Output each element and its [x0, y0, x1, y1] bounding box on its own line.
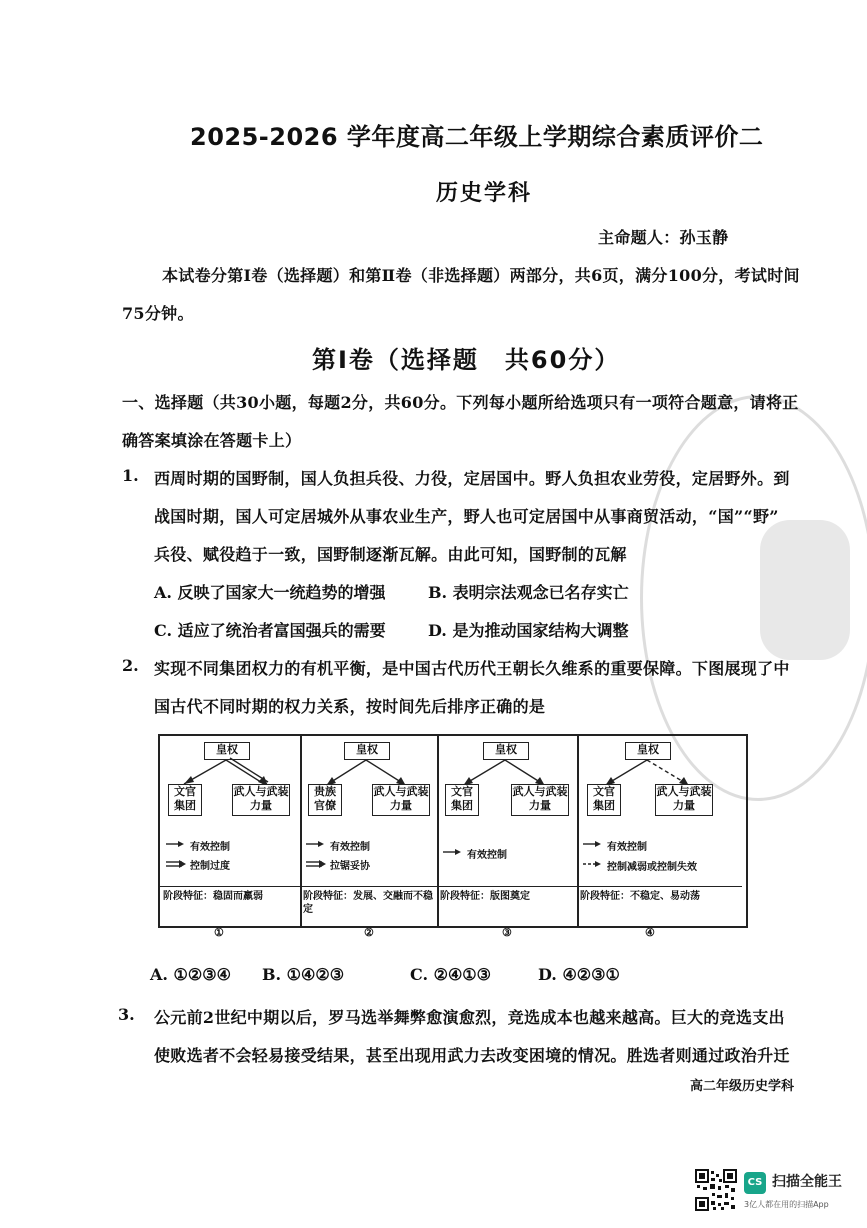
military-box: 武人与武装力量: [372, 784, 430, 816]
panel-number: ②: [364, 926, 374, 939]
left-group-box: 文官集团: [445, 784, 479, 816]
question-number: 1.: [122, 466, 139, 485]
question-number: 3.: [118, 1005, 135, 1024]
exam-title: 2025-2026 学年度高二年级上学期综合素质评价二: [190, 123, 764, 151]
legend-second: 控制减弱或控制失效: [607, 862, 697, 873]
page-footer: 高二年级历史学科: [690, 1079, 795, 1094]
q1-line-2: 战国时期，国人可定居城外从事农业生产，野人也可定居国中从事商贸活动，“国”“野”: [154, 507, 779, 526]
stage-feature: 阶段特征：不稳定、易动荡: [577, 886, 742, 916]
panel-number: ④: [645, 926, 655, 939]
legend-effective: 有效控制: [190, 842, 230, 853]
diagram-panel-2: [300, 736, 439, 926]
imperial-power-box: 皇权: [204, 742, 250, 760]
question-number: 2.: [122, 656, 139, 675]
left-group-box: 文官集团: [168, 784, 202, 816]
diagram-panel-3: [437, 736, 579, 926]
panel-number: ③: [502, 926, 512, 939]
q2-option-c[interactable]: C. ②④①③: [410, 965, 491, 984]
legend-effective: 有效控制: [607, 842, 647, 853]
q1-option-c[interactable]: C. 适应了统治者富国强兵的需要: [154, 621, 386, 640]
military-box: 武人与武装力量: [232, 784, 290, 816]
stage-feature: 阶段特征：稳固而羸弱: [160, 886, 300, 916]
imperial-power-box: 皇权: [625, 742, 671, 760]
stage-feature: 阶段特征：发展、交融而不稳定: [300, 886, 437, 916]
q1-option-b[interactable]: B. 表明宗法观念已名存实亡: [428, 583, 629, 602]
legend-effective: 有效控制: [467, 850, 507, 861]
diagram-panel-1: [160, 736, 302, 926]
scanner-app-tagline: 3亿人都在用的扫描App: [744, 1200, 829, 1209]
q1-line-3: 兵役、赋役趋于一致，国野制逐渐瓦解。由此可知，国野制的瓦解: [154, 545, 627, 564]
q1-option-d[interactable]: D. 是为推动国家结构大调整: [428, 621, 629, 640]
imperial-power-box: 皇权: [483, 742, 529, 760]
section-instr-1: 一、选择题（共30小题，每题2分，共60分。下列每小题所给选项只有一项符合题意，请将正: [122, 393, 799, 412]
q2-option-a[interactable]: A. ①②③④: [150, 965, 231, 984]
legend-second: 拉锯妥协: [330, 861, 370, 872]
qr-code-icon: [695, 1169, 737, 1211]
military-box: 武人与武装力量: [655, 784, 713, 816]
power-relations-diagram: [158, 734, 748, 928]
section-instr-2: 确答案填涂在答题卡上）: [122, 431, 302, 450]
left-group-box: 文官集团: [587, 784, 621, 816]
left-group-box: 贵族官僚: [308, 784, 342, 816]
q2-line-2: 国古代不同时期的权力关系，按时间先后排序正确的是: [154, 697, 546, 716]
imperial-power-box: 皇权: [344, 742, 390, 760]
intro-line-1: 本试卷分第Ⅰ卷（选择题）和第Ⅱ卷（非选择题）两部分，共6页，满分100分，考试时间: [162, 266, 800, 285]
stamp-emblem: [760, 520, 850, 660]
intro-line-2: 75分钟。: [122, 304, 194, 323]
q2-line-1: 实现不同集团权力的有机平衡，是中国古代历代王朝长久维系的重要保障。下图展现了中: [154, 659, 790, 678]
camscanner-logo-icon: CS: [744, 1172, 766, 1194]
military-box: 武人与武装力量: [511, 784, 569, 816]
q1-option-a[interactable]: A. 反映了国家大一统趋势的增强: [154, 583, 386, 602]
stage-feature: 阶段特征：版图奠定: [437, 886, 577, 916]
q2-option-d[interactable]: D. ④②③①: [538, 965, 620, 984]
q3-line-2: 使败选者不会轻易接受结果，甚至出现用武力去改变困境的情况。胜选者则通过政治升迁: [154, 1046, 790, 1065]
legend-effective: 有效控制: [330, 842, 370, 853]
section-title: 第Ⅰ卷（选择题 共60分）: [312, 346, 621, 374]
author-line: 主命题人：孙玉静: [598, 228, 729, 247]
q3-line-1: 公元前2世纪中期以后，罗马选举舞弊愈演愈烈，竞选成本也越来越高。巨大的竞选支出: [154, 1008, 785, 1027]
legend-second: 控制过度: [190, 861, 230, 872]
q1-line-1: 西周时期的国野制，国人负担兵役、力役，定居国中。野人负担农业劳役，定居野外。到: [154, 469, 790, 488]
scanner-app-name: 扫描全能王: [772, 1174, 842, 1190]
diagram-panel-4: [577, 736, 742, 926]
q2-option-b[interactable]: B. ①④②③: [262, 965, 345, 984]
panel-number: ①: [214, 926, 224, 939]
subject-title: 历史学科: [436, 181, 533, 206]
